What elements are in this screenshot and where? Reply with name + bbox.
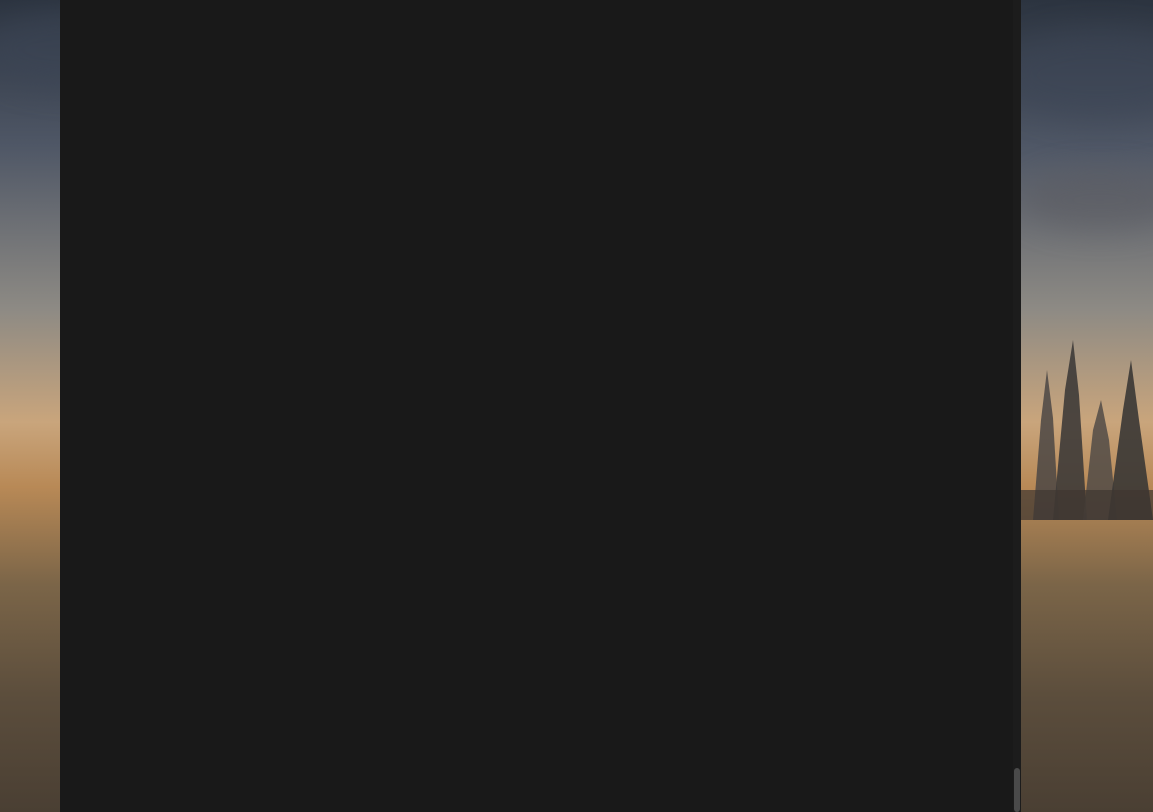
scrollbar-thumb[interactable] bbox=[1014, 768, 1020, 812]
ruins-illustration bbox=[1013, 300, 1153, 520]
next-page-chevron-icon[interactable] bbox=[990, 778, 1004, 794]
scrollbar-track[interactable] bbox=[1013, 0, 1021, 812]
chat-transcript bbox=[113, 0, 993, 812]
